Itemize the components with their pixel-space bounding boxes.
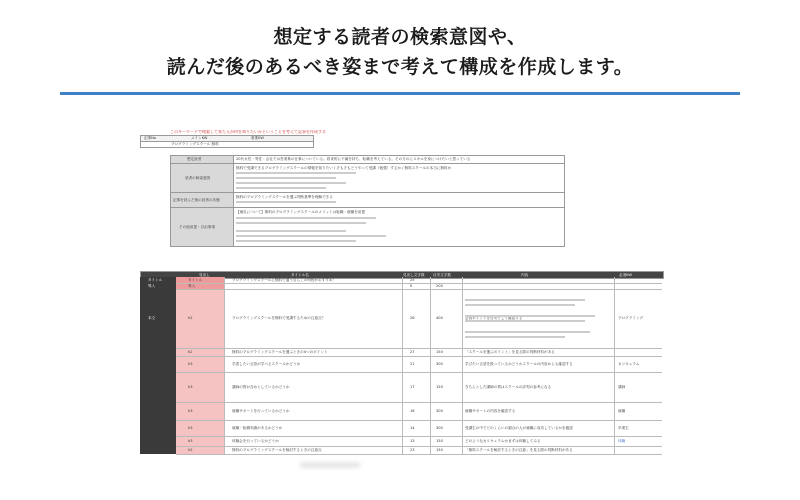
outline-row-kw: 卒業生	[618, 425, 629, 430]
outline-row-content: 学びたい言語を扱っているかどうかスクールの内容からも確認する	[465, 361, 573, 366]
content-text-line	[465, 304, 575, 306]
outline-row-title: 体験会を行っているかどうか	[232, 438, 279, 443]
outline-row-chars: 26	[410, 316, 415, 321]
outline-row-tag: 導入	[148, 283, 156, 288]
outline-row-level: h3	[188, 384, 193, 389]
outline-row-target: 200	[436, 283, 443, 288]
outline-row-tag: タイトル	[148, 277, 163, 282]
outline-row-chars: 16	[410, 408, 415, 413]
outline-row-kw: 体験	[618, 438, 626, 443]
outline-row-level: h3	[188, 361, 193, 366]
outline-header-kw: 必須KW	[619, 273, 632, 277]
outline-row-target: 300	[436, 361, 443, 366]
persona-label-3: 記事を読んだ後の読者の状態	[170, 192, 234, 208]
outline-row-divider	[176, 436, 662, 437]
persona-label-1: 想定読者	[170, 155, 234, 164]
outline-row-chars: 23	[410, 447, 415, 452]
column-separator	[430, 277, 431, 454]
outline-row-level: h2	[188, 447, 193, 452]
slide-title-line-2: 読んだ後のあるべき姿まで考えて構成を作成します。	[166, 56, 634, 78]
column-separator	[614, 277, 615, 454]
outline-row-level: タイトル	[188, 277, 203, 282]
outline-row-target: 300	[436, 408, 443, 413]
outline-row-level: h2	[188, 316, 193, 321]
outline-header-target: 目安文字数	[433, 273, 451, 277]
persona-text-2: 無料で受講できるプログラミングスクールの情報を知りたい / そもそもどうやって受講（勉強）するか / 無料スクールの本当に無料か	[233, 163, 565, 193]
content-text-line	[465, 315, 595, 317]
outline-row-content: きちんとした講師の質はスクールの評判の参考になる	[465, 384, 552, 389]
outline-row-chars: 13	[410, 438, 415, 443]
outline-row-target: 150	[436, 349, 443, 354]
outline-row-level: h3	[188, 425, 193, 430]
outline-header-title: タイトル名	[291, 273, 309, 277]
outline-row-divider	[176, 348, 662, 349]
outline-row-title: プログラミングスクールに無料で通うならこの何校がおすすめ！	[232, 277, 337, 282]
outline-row-target: 150	[436, 438, 443, 443]
spreadsheet-screenshot	[140, 128, 662, 454]
outline-header-content: 内容	[521, 273, 529, 277]
outline-header-chars: 見出し文字数	[403, 273, 425, 277]
persona-label-4: その他前提・自由事項	[170, 207, 234, 247]
outline-row-chars: 14	[410, 425, 415, 430]
outline-row-title: 学習したい言語が学べるスクールかどうか	[232, 361, 301, 366]
persona-label-2: 読者の検索意図	[170, 163, 234, 193]
outline-row-content: 就職サポートの内容を確認する	[465, 408, 516, 413]
column-separator	[224, 277, 225, 454]
outline-row-divider	[176, 454, 662, 455]
outline-row-level: h2	[188, 349, 193, 354]
outline-row-title: プログラミングスクールを無料で受講するための注意点？	[232, 316, 326, 321]
outline-row-title: 就職・転職実績があるかどうか	[232, 425, 283, 430]
outline-row-divider	[176, 372, 662, 373]
outline-row-chars: 27	[410, 349, 415, 354]
header-important-kw: 重要KW	[251, 136, 264, 140]
outline-row-title: 就職サポートを行っているかどうか	[232, 408, 290, 413]
content-text-line	[465, 336, 565, 338]
persona-text-1: 20代女性・男性・会社では営業系の仕事についている。将来的に不満を持ち、転職を考えている。その方のにスキルを身につけたいと思っている	[233, 155, 565, 164]
outline-row-target: 400	[436, 316, 443, 321]
outline-row-kw: カリキュラム	[618, 361, 640, 366]
outline-row-target: 150	[436, 447, 443, 452]
outline-row-level: 導入	[188, 283, 196, 288]
outline-row-chars: 21	[410, 361, 415, 366]
column-separator	[462, 277, 463, 454]
outline-row-content: 受講生の中でどのくらいの割合の人が就職に成功しているかを確認	[465, 425, 573, 430]
outline-row-content: 会員ポイントを目安として確認する	[465, 316, 523, 321]
outline-row-level: h3	[188, 408, 193, 413]
outline-row-target: 300	[436, 425, 443, 430]
header-article-no: 記事No	[144, 136, 157, 140]
slide-title-line-1: 想定する読者の検索意図や、	[273, 26, 527, 48]
main-kw-value: プログラミングスクール 無料	[171, 142, 219, 146]
header-main-kw: メインKW	[191, 136, 208, 140]
outline-row-tag: 本文	[148, 316, 156, 321]
title-divider	[60, 92, 740, 95]
column-separator	[402, 277, 403, 454]
slide-heading	[0, 22, 800, 82]
outline-row-kw: 就職	[618, 408, 626, 413]
sheet-kw-row	[140, 141, 314, 148]
outline-row-chars: 0	[410, 283, 413, 288]
outline-row-chars: 25	[410, 277, 415, 282]
outline-row-divider	[176, 446, 662, 447]
outline-row-kw: プログラミング	[618, 316, 644, 321]
outline-header-level: 見出し	[199, 273, 210, 277]
outline-row-divider	[176, 356, 662, 357]
outline-row-kw: 講師	[618, 384, 626, 389]
section-tag-column	[140, 277, 176, 454]
outline-row-divider	[176, 420, 662, 421]
outline-row-title: 講師の質が含めとしているかどうか	[232, 384, 290, 389]
outline-row-content: どのようなカリキュラムかまずは体験してみる	[465, 438, 541, 443]
content-text-line	[465, 331, 590, 333]
persona-text-4: 【補足について】無料のプログラミングスクールのメリットは転職・就職を前提	[233, 207, 565, 247]
outline-row-chars: 17	[410, 384, 415, 389]
content-text-line	[465, 320, 585, 322]
outline-row-content: 「スクールを選ぶポイント」を見る際の判断材料がある	[465, 349, 555, 354]
outline-row-title: 無料のプログラミングスクールを選ぶときの4つのポイント	[232, 349, 328, 354]
outline-row-target: 150	[436, 384, 443, 389]
outline-row-divider	[176, 289, 662, 290]
sheet-top-note: このキーワードで検索して来た人が何を知りたいかということを考えて記事を作成する	[170, 130, 326, 134]
bottom-fade	[300, 462, 360, 468]
outline-row-content: 「無料スクールを検討するときの注意」を見る際の判断材料がある	[465, 447, 573, 452]
outline-row-title: 無料のプログラミングスクールを検討するときの注意点	[232, 447, 322, 452]
outline-row-divider	[176, 402, 662, 403]
content-text-line	[465, 299, 585, 301]
persona-text-3: 無料のプログラミングスクールを選ぶ判断基準を理解できる	[233, 192, 565, 208]
outline-row-level: h3	[188, 438, 193, 443]
